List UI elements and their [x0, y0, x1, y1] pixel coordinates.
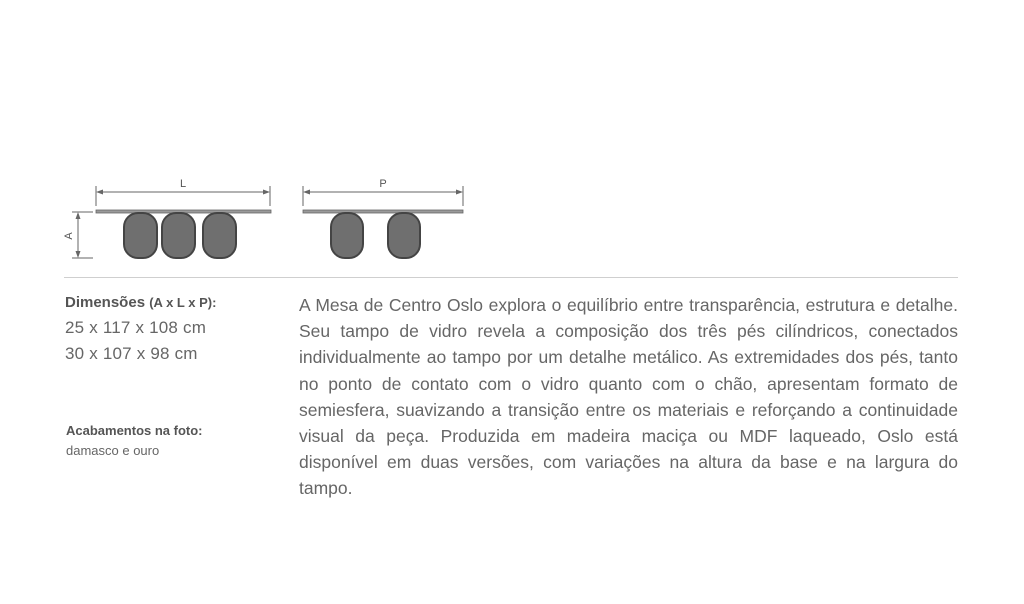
- front-leg-3: [203, 213, 236, 258]
- dimension-diagram: [0, 0, 1024, 280]
- dimensions-label: Dimensões: [65, 294, 146, 311]
- dimension-value: 30 x 107 x 98 cm: [65, 344, 198, 363]
- side-tabletop: [303, 210, 463, 213]
- height-label: A: [63, 232, 75, 240]
- side-leg-2: [388, 213, 420, 258]
- front-view: [63, 178, 271, 258]
- width-label: L: [179, 178, 187, 190]
- side-leg-1: [331, 213, 363, 258]
- side-view: [303, 178, 463, 258]
- finish-value: damasco e ouro: [66, 443, 160, 458]
- front-leg-2: [162, 213, 195, 258]
- dimensions-heading: [65, 293, 285, 313]
- dimensions-unit-label: (A x L x P):: [149, 295, 217, 310]
- depth-label: P: [379, 178, 387, 190]
- front-leg-1: [124, 213, 157, 258]
- finish-label: Acabamentos na foto:: [66, 423, 203, 438]
- dimension-value: 25 x 117 x 108 cm: [65, 318, 207, 337]
- section-divider: [64, 277, 958, 278]
- specs-panel: [65, 293, 285, 458]
- product-description: A Mesa de Centro Oslo explora o equilíbrio entre transparência, estrutura e detalhe. Seu tampo de vidro revela a composição dos três pés cilíndricos, conectados individualmente ao tampo por um detalhe metálico. As extremidades dos pés, tanto no ponto de contato com o vidro quanto com o chão, apresentam formato de semiesfera, suavizando a transição entre os materiais e reforçando a continuidade visual da peça. Produzida em madeira maciça ou MDF laqueado, Oslo está disponível em duas versões, com variações na altura da base e na largura do tampo.: [299, 295, 958, 499]
